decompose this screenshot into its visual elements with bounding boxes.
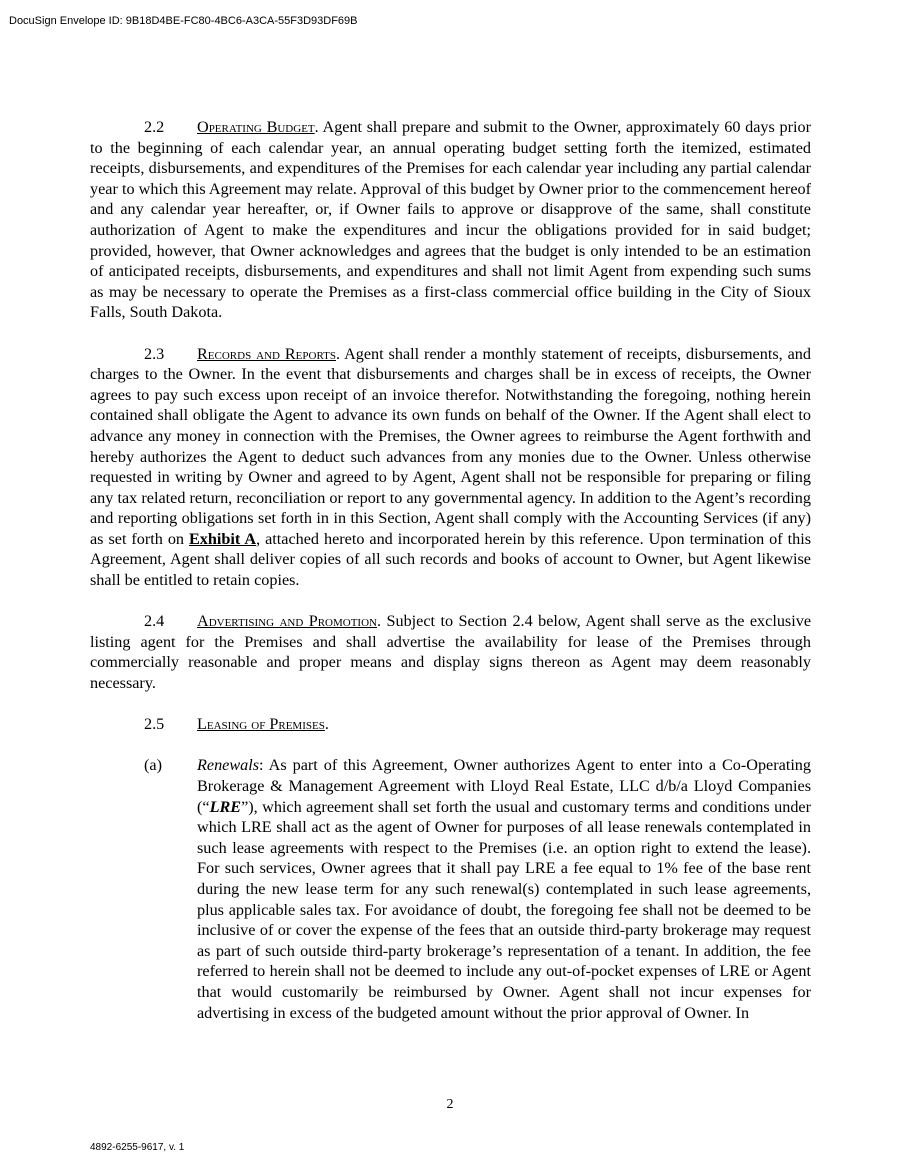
section-heading: Advertising and Promotion [197,612,377,631]
section-number: 2.3 [144,344,165,363]
subsection-title: Renewals [197,756,260,775]
section-number: 2.4 [144,612,165,631]
envelope-id: DocuSign Envelope ID: 9B18D4BE-FC80-4BC6-A3CA-55F3D93DF69B [9,15,358,27]
subsection-label: (a) [144,756,162,775]
document-footer-id: 4892-6255-9617, v. 1 [90,1142,185,1153]
section-heading-suffix: . [324,715,329,734]
section-2-4 [90,611,811,693]
section-text: . Agent shall render a monthly statement of receipts, disbursements, and charges to the Owner. In the event that disbursements and charges shall be in excess of receipts, the Owner agrees to pay such excess upon receipt of an invoice therefor. Notwithstanding the foregoing, nothing herein contained shall obligate the Agent to advance its own funds on behalf of the Owner. If the Agent shall elect to advance any money in connection with the Premises, the Owner agrees to reimburse the Agent forthwith and hereby authorizes the Agent to deduct such advances from any monies due to the Owner. Unless otherwise requested in writing by Owner and agreed to by Agent, Agent shall not be responsible for preparing or filing any tax related return, reconciliation or report to any governmental agency. In addition to the Agent’s recording and reporting obligations set forth in in this Section, Agent shall comply with the Accounting Services (if any) as set forth on [90,344,811,548]
section-text: . Subject to Section 2.4 below, Agent shall serve as the exclusive listing agent for the Premises and shall advertise the availability for lease of the Premises through commercially reasonable and proper means and display signs thereon as Agent may deem reasonably necessary. [90,612,811,693]
document-body [90,117,811,1023]
subsection-text: : As part of this Agreement, Owner authorizes Agent to enter into a Co-Operating Brokerage & Management Agreement with Lloyd Real Estate, LLC d/b/a Lloyd Companies (“ [197,756,811,816]
subsection-text-continued: ”), which agreement shall set forth the usual and customary terms and conditions under which LRE shall act as the agent of Owner for purposes of all lease renewals contemplated in such lease agreements with respect to the Premises (i.e. an option right to extend the lease). For such services, Owner agrees that it shall pay LRE a fee equal to 1% fee of the base rent during the new lease term for any such renewal(s) contemplated in such lease agreements, plus applicable sales tax. For avoidance of doubt, the foregoing fee shall not be deemed to be inclusive of or cover the expense of the fees that an outside third-party brokerage may request as part of such outside third-party brokerage’s representation of a tenant. In addition, the fee referred to herein shall not be deemed to include any out-of-pocket expenses of LRE or Agent that would customarily be reimbursed by Owner. Agent shall not incur expenses for advertising in excess of the budgeted amount without the prior approval of Owner. In [197,797,811,1022]
section-heading: Operating Budget [197,118,315,136]
section-text: . Agent shall prepare and submit to the Owner, approximately 60 days prior to the beginning of each calendar year, an annual operating budget setting forth the itemized, estimated receipts, disbursements, and expenditures of the Premises for each calendar year including any partial calendar year to which this Agreement may relate. Approval of this budget by Owner prior to the commencement hereof and any calendar year hereafter, or, if Owner fails to approve or disapprove of the same, shall constitute authorization of Agent to make the expenditures and incur the obligations provided for in said budget; provided, however, that Owner acknowledges and agrees that the budget is only intended to be an estimation of anticipated receipts, disbursements, and expenditures and shall not limit Agent from expending such sums as may be necessary to operate the Premises as a first-class commercial office building in the City of Sioux Falls, South Dakota. [90,118,811,322]
section-2-5 [144,714,811,735]
page-number: 2 [446,1097,454,1112]
section-heading: Leasing of Premises [197,715,325,734]
section-number: 2.2 [144,118,165,136]
subsection-a [90,755,811,1023]
section-2-3 [90,344,811,591]
lre-defined-term: LRE [209,797,242,816]
exhibit-a-reference: Exhibit A [189,529,257,548]
section-number: 2.5 [144,715,165,734]
section-2-2 [90,117,811,323]
section-text-continued: , attached hereto and incorporated herein by this reference. Upon termination of this Agreement, Agent shall deliver copies of all such records and books of account to Owner, but Agent likewise shall be entitled to retain copies. [90,529,812,590]
section-heading: Records and Reports [197,344,336,363]
